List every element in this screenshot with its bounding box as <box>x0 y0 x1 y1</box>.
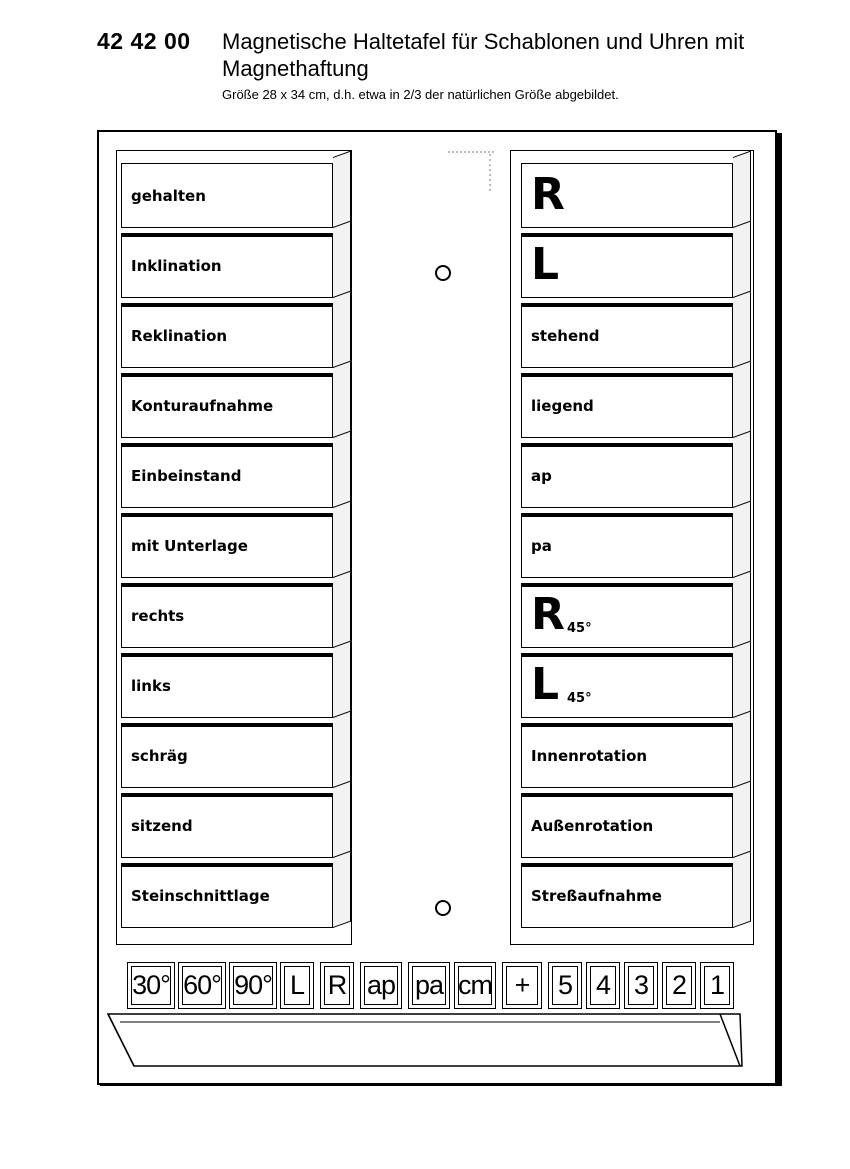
left-card <box>121 373 351 438</box>
card-label: schräg <box>131 746 188 765</box>
right-card <box>521 163 751 228</box>
chip-label: 30° <box>132 970 170 1000</box>
card-big-letter: L <box>531 239 560 290</box>
bottom-chip <box>548 962 582 1009</box>
board-shadow-bottom <box>100 1083 782 1086</box>
bottom-chip <box>229 962 277 1009</box>
page-subtitle: Größe 28 x 34 cm, d.h. etwa in 2/3 der natürlichen Größe abgebildet. <box>222 87 619 102</box>
left-card <box>121 443 351 508</box>
card-label: Steinschnittlage <box>131 886 270 905</box>
card-label: pa <box>531 536 552 555</box>
bottom-chip <box>454 962 496 1009</box>
card-edge <box>333 640 351 718</box>
right-card <box>521 443 751 508</box>
card-face <box>521 443 733 508</box>
card-label: liegend <box>531 396 594 415</box>
card-edge <box>733 150 751 228</box>
card-edge <box>333 290 351 368</box>
bottom-chip <box>320 962 354 1009</box>
right-card <box>521 723 751 788</box>
card-label: Innenrotation <box>531 746 648 765</box>
left-card <box>121 863 351 928</box>
card-label: Konturaufnahme <box>131 396 274 415</box>
card-label: ap <box>531 466 552 485</box>
mounting-hole-bottom <box>435 900 451 916</box>
card-angle-label: 45° <box>567 691 592 706</box>
chip-label: 4 <box>595 970 611 1000</box>
card-face <box>521 513 733 578</box>
card-edge <box>733 640 751 718</box>
left-card <box>121 233 351 298</box>
bottom-chip <box>502 962 542 1009</box>
chip-label: R <box>327 970 347 1000</box>
bottom-chip <box>280 962 314 1009</box>
card-edge <box>333 710 351 788</box>
card-edge <box>733 290 751 368</box>
card-edge <box>333 570 351 648</box>
card-edge <box>733 570 751 648</box>
right-card <box>521 233 751 298</box>
chip-label: pa <box>414 970 444 1000</box>
right-card <box>521 583 751 648</box>
left-card <box>121 723 351 788</box>
chip-label: 3 <box>633 970 649 1000</box>
card-angle-label: 45° <box>567 621 592 636</box>
chip-label: 60° <box>183 970 221 1000</box>
card-edge <box>733 710 751 788</box>
left-card <box>121 303 351 368</box>
bottom-chip <box>178 962 226 1009</box>
bottom-chip <box>700 962 734 1009</box>
mounting-hole-top <box>435 265 451 281</box>
card-edge <box>333 220 351 298</box>
card-edge <box>733 780 751 858</box>
bottom-chip <box>360 962 402 1009</box>
card-label: sitzend <box>131 816 193 835</box>
left-card <box>121 653 351 718</box>
card-edge <box>333 150 351 228</box>
left-card <box>121 513 351 578</box>
board-dotted-marks <box>440 148 500 198</box>
chip-label: 5 <box>557 970 573 1000</box>
bottom-chip <box>586 962 620 1009</box>
chip-label: cm <box>458 970 492 1000</box>
card-big-letter: R <box>531 169 565 220</box>
card-edge <box>333 360 351 438</box>
chip-label: + <box>514 970 530 1000</box>
card-label: rechts <box>131 606 185 625</box>
right-card <box>521 513 751 578</box>
card-label: mit Unterlage <box>131 536 248 555</box>
card-big-letter: R <box>531 589 565 640</box>
article-number: 42 42 00 <box>97 28 191 54</box>
card-label: Reklination <box>131 326 228 345</box>
right-card <box>521 863 751 928</box>
left-card <box>121 163 351 228</box>
card-edge <box>333 500 351 578</box>
right-card <box>521 303 751 368</box>
bottom-chip <box>624 962 658 1009</box>
bottom-chip <box>662 962 696 1009</box>
card-label: links <box>131 676 171 695</box>
left-card <box>121 583 351 648</box>
card-edge <box>333 780 351 858</box>
card-big-letter: L <box>531 659 560 710</box>
card-label: Einbeinstand <box>131 466 242 485</box>
left-card <box>121 793 351 858</box>
page-title: Magnetische Haltetafel für Schablonen und Uhren mit Magnethaftung <box>222 29 745 81</box>
bottom-chip <box>127 962 175 1009</box>
card-label: gehalten <box>131 186 206 205</box>
card-label: Außenrotation <box>531 816 654 835</box>
chip-label: 2 <box>671 970 687 1000</box>
right-card <box>521 653 751 718</box>
card-edge <box>733 430 751 508</box>
bottom-chip <box>408 962 450 1009</box>
card-edge <box>333 850 351 928</box>
chip-label: 90° <box>234 970 272 1000</box>
card-edge <box>733 850 751 928</box>
chip-label: ap <box>366 970 396 1000</box>
card-edge <box>733 360 751 438</box>
board-shadow-right <box>777 133 782 1085</box>
chip-label: L <box>289 970 305 1000</box>
bottom-ledge <box>100 1008 750 1072</box>
card-edge <box>733 220 751 298</box>
card-edge <box>333 430 351 508</box>
card-edge <box>733 500 751 578</box>
card-label: Streßaufnahme <box>531 886 662 905</box>
right-card <box>521 373 751 438</box>
card-label: Inklination <box>131 256 222 275</box>
right-card <box>521 793 751 858</box>
card-label: stehend <box>531 326 600 345</box>
chip-label: 1 <box>709 970 725 1000</box>
